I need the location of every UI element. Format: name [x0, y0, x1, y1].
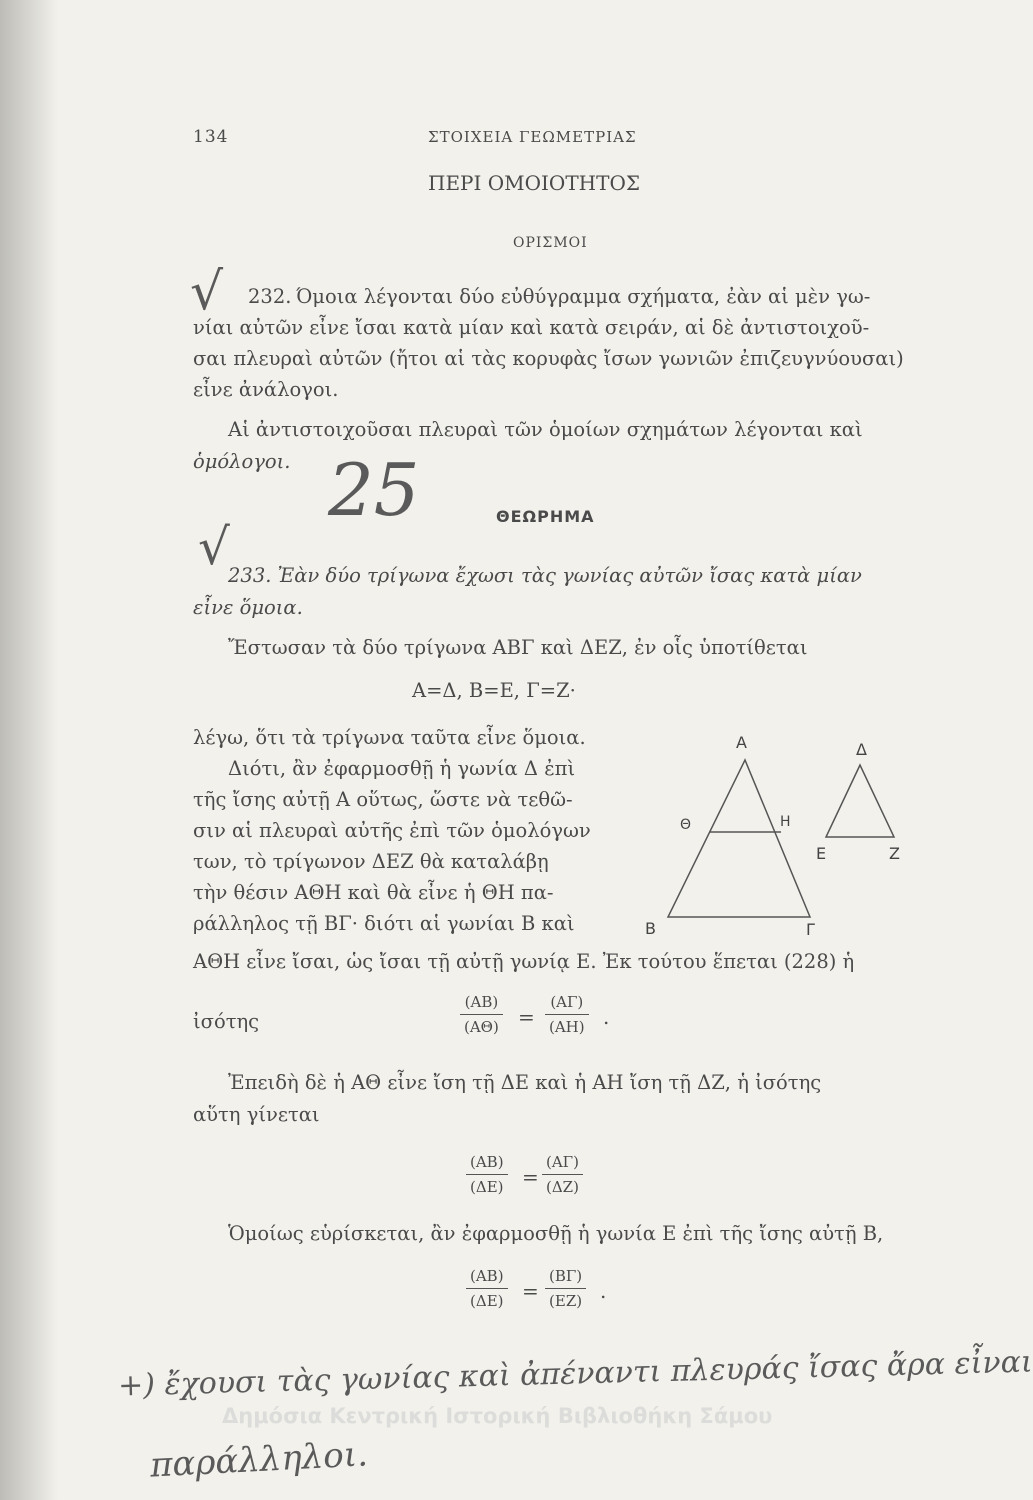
triangle-DEZ — [826, 765, 894, 837]
proof-line-1: λέγω, ὅτι τὰ τρίγωνα ταῦτα εἶνε ὅμοια. — [193, 726, 586, 749]
frac2-num-right: (ΑΓ) — [542, 1153, 583, 1175]
frac1-num-left: (ΑΒ) — [460, 993, 503, 1015]
angle-equalities: Α=Δ, Β=Ε, Γ=Ζ· — [412, 679, 576, 702]
frac3-den-right: (ΕΖ) — [549, 1292, 583, 1310]
frac3-num-left: (ΑΒ) — [466, 1267, 508, 1289]
equals-sign-2: = — [522, 1165, 539, 1189]
section-title: ΟΡΙΣΜΟΙ — [513, 235, 588, 251]
proof-line-2: Διότι, ἂν ἐφαρμοσθῇ ἡ γωνία Δ ἐπὶ — [228, 757, 576, 780]
page-edge-shadow — [0, 0, 58, 1500]
theorem-line-2: εἶνε ὅμοια. — [193, 596, 303, 619]
equals-sign-1: = — [518, 1005, 535, 1029]
label-Th: Θ — [680, 817, 692, 833]
frac1-num-right: (ΑΓ) — [545, 993, 589, 1015]
handwritten-note-line-2: παράλληλοι. — [149, 1434, 369, 1486]
def232-number: 232. — [248, 285, 292, 308]
period-3: . — [600, 1279, 607, 1303]
fraction-1-right — [545, 993, 589, 1036]
def232-line-1: Όμοια λέγονται δύο εὐθύγραμμα σχήματα, ἐὰν αἱ μὲν γω- — [296, 285, 871, 308]
def232-line-4: εἶνε ἀνάλογοι. — [193, 378, 339, 401]
fraction-2-left — [466, 1153, 508, 1196]
frac2-den-right: (ΔΖ) — [546, 1178, 579, 1196]
def232-second-line-2: ὁμόλογοι. — [193, 450, 291, 473]
proof-line-6: τὴν θέσιν ΑΘΗ καὶ θὰ εἶνε ἡ ΘΗ πα- — [193, 881, 554, 904]
frac3-num-right: (ΒΓ) — [545, 1267, 586, 1289]
frac1-den-left: (ΑΘ) — [464, 1018, 499, 1036]
similar-triangles-figure — [640, 725, 920, 940]
frac2-num-left: (ΑΒ) — [466, 1153, 508, 1175]
period-1: . — [603, 1005, 610, 1029]
equals-sign-3: = — [522, 1279, 539, 1303]
label-A: Α — [736, 733, 747, 752]
proof-line-3: τῆς ἴσης αὐτῇ Α οὕτως, ὥστε νὰ τεθῶ- — [193, 788, 573, 811]
theorem-line-1: 233. Ἐὰν δύο τρίγωνα ἔχωσι τὰς γωνίας αὐτῶν ἴσας κατὰ μίαν — [228, 564, 862, 587]
proof-line-4: σιν αἱ πλευραὶ αὐτῆς ἐπὶ τῶν ὁμολόγων — [193, 819, 591, 842]
pencil-number: 25 — [328, 448, 420, 532]
triangle-ABG — [668, 760, 810, 917]
label-E: Ε — [816, 844, 827, 863]
page-number: 134 — [193, 127, 229, 147]
proof-full-line: ΑΘΗ εἶνε ἴσαι, ὡς ἴσαι τῇ αὐτῇ γωνίᾳ Ε. Ἐκ τούτου ἕπεται (228) ἡ — [193, 950, 855, 973]
fraction-1-left — [460, 993, 503, 1036]
label-D: Δ — [856, 740, 867, 759]
check-mark-2: √ — [198, 518, 230, 576]
def232-line-3: σαι πλευραὶ αὐτῶν (ἤτοι αἱ τὰς κορυφὰς ἴσων γωνιῶν ἐπιζευγνύουσαι) — [193, 347, 904, 370]
frac1-den-right: (ΑΗ) — [549, 1018, 585, 1036]
label-H: Η — [780, 814, 791, 830]
fraction-3-right — [545, 1267, 586, 1310]
chapter-title: ΠΕΡΙ ΟΜΟΙΟΤΗΤΟΣ — [428, 171, 640, 195]
label-Z: Ζ — [889, 844, 900, 863]
def232-second-line-1: Αἱ ἀντιστοιχοῦσαι πλευραὶ τῶν ὁμοίων σχημάτων λέγονται καὶ — [228, 418, 863, 441]
theorem-title: ΘΕΩΡΗΜΑ — [496, 507, 595, 526]
isotes-label: ἰσότης — [193, 1010, 260, 1033]
after-frac2-line: Ὁμοίως εὑρίσκεται, ἂν ἐφαρμοσθῇ ἡ γωνία Ε ἐπὶ τῆς ἴσης αὐτῇ Β, — [228, 1222, 884, 1245]
fraction-2-right — [542, 1153, 583, 1196]
theorem-line-3: Ἔστωσαν τὰ δύο τρίγωνα ΑΒΓ καὶ ΔΕΖ, ἐν οἷς ὑποτίθεται — [228, 636, 808, 659]
after-frac1-line-1: Ἐπειδὴ δὲ ἡ ΑΘ εἶνε ἴση τῇ ΔΕ καὶ ἡ ΑΗ ἴση τῇ ΔΖ, ἡ ἰσότης — [228, 1071, 822, 1094]
running-title: ΣΤΟΙΧΕΙΑ ΓΕΩΜΕΤΡΙΑΣ — [428, 128, 637, 146]
frac2-den-left: (ΔΕ) — [470, 1178, 504, 1196]
proof-line-5: των, τὸ τρίγωνον ΔΕΖ θὰ καταλάβῃ — [193, 850, 549, 873]
def232-line-2: νίαι αὐτῶν εἶνε ἴσαι κατὰ μίαν καὶ κατὰ σειράν, αἱ δὲ ἀντιστοιχοῦ- — [193, 316, 870, 339]
proof-line-7: ράλληλος τῇ ΒΓ· διότι αἱ γωνίαι Β καὶ — [193, 912, 575, 935]
check-mark-1: √ — [190, 262, 224, 322]
fraction-3-left — [466, 1267, 508, 1310]
library-watermark: Δημόσια Κεντρική Ιστορική Βιβλιοθήκη Σάμου — [222, 1404, 773, 1428]
handwritten-note-line-1: +) ἔχουσι τὰς γωνίας καὶ ἀπέναντι πλευράς ἴσας ἄρα εἶναι — [117, 1344, 1033, 1404]
label-G: Γ — [806, 920, 815, 939]
label-B: Β — [645, 919, 656, 938]
frac3-den-left: (ΔΕ) — [470, 1292, 504, 1310]
after-frac1-line-2: αὕτη γίνεται — [193, 1103, 320, 1126]
